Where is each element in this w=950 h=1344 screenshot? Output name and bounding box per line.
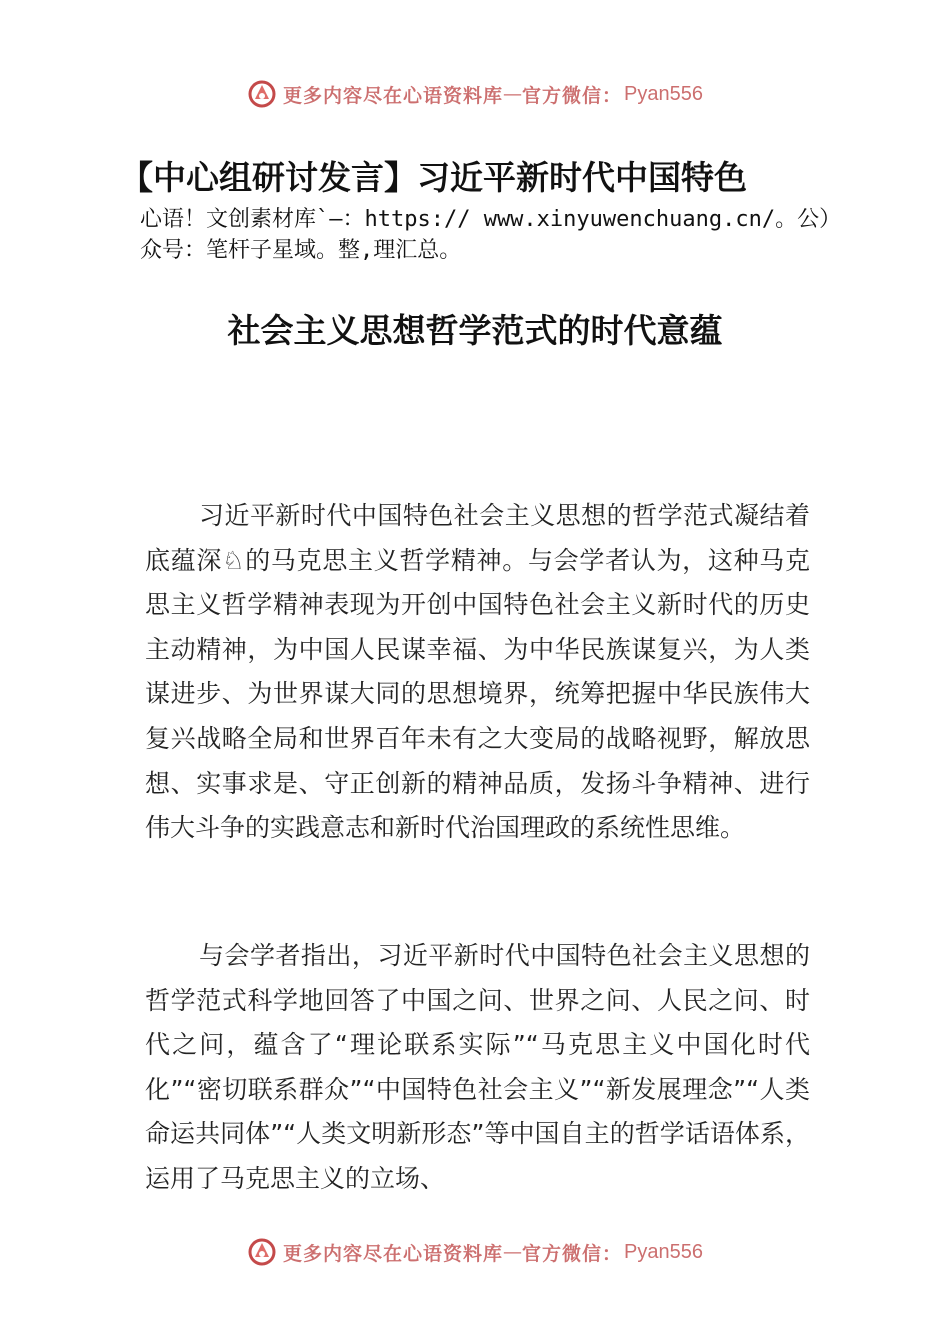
banner-dash: —: [503, 1241, 523, 1263]
banner-wechat-id: Pyan556: [624, 1240, 703, 1263]
body-paragraph: 习近平新时代中国特色社会主义思想的哲学范式凝结着底蕴深♘的马克思主义哲学精神。与会学者认为，这种马克思主义哲学精神表现为开创中国特色社会主义新时代的历史主动精神，为中国人民谋幸福、为中华民族谋复兴，为人类谋进步、为世界谋大同的思想境界，统筹把握中华民族伟大复兴战略全局和世界百年未有之大变局的战略视野，解放思想、实事求是、守正创新的精神品质，发扬斗争精神、进行伟大斗争的实践意志和新时代治国理政的系统性思维。: [145, 501, 810, 843]
body-paragraph: 与会学者指出，习近平新时代中国特色社会主义思想的哲学范式科学地回答了中国之问、世界之问、人民之问、时代之问，蕴含了“理论联系实际”“马克思主义中国化时代化”“密切联系群众”“中国特色社会主义”“新发展理念”“人类命运共同体”“人类文明新形态”等中国自主的哲学话语体系，运用了马克思主义的立场、: [145, 941, 810, 1193]
source-note: 心语！文创素材库`—：https:// www.xinyuwenchuang.cn/。公）众号：笔杆子星域。整,理汇总。: [140, 207, 831, 263]
header-watermark-banner: [0, 74, 950, 114]
banner-wechat-id: Pyan556: [624, 82, 703, 105]
banner-official-text: 官方微信：: [522, 84, 623, 107]
brand-logo-icon: [247, 79, 277, 109]
banner-dash: —: [503, 83, 523, 105]
banner-main-text: 更多内容尽在心语资料库: [283, 84, 504, 107]
banner-main-text: 更多内容尽在心语资料库: [283, 1242, 504, 1265]
document-subtitle: 社会主义思想哲学范式的时代意蕴: [227, 311, 723, 350]
brand-logo-icon: [247, 1237, 277, 1267]
footer-watermark-banner: [0, 1232, 950, 1272]
document-title: 【中心组研讨发言】习近平新时代中国特色: [120, 158, 747, 197]
banner-official-text: 官方微信：: [522, 1242, 623, 1265]
